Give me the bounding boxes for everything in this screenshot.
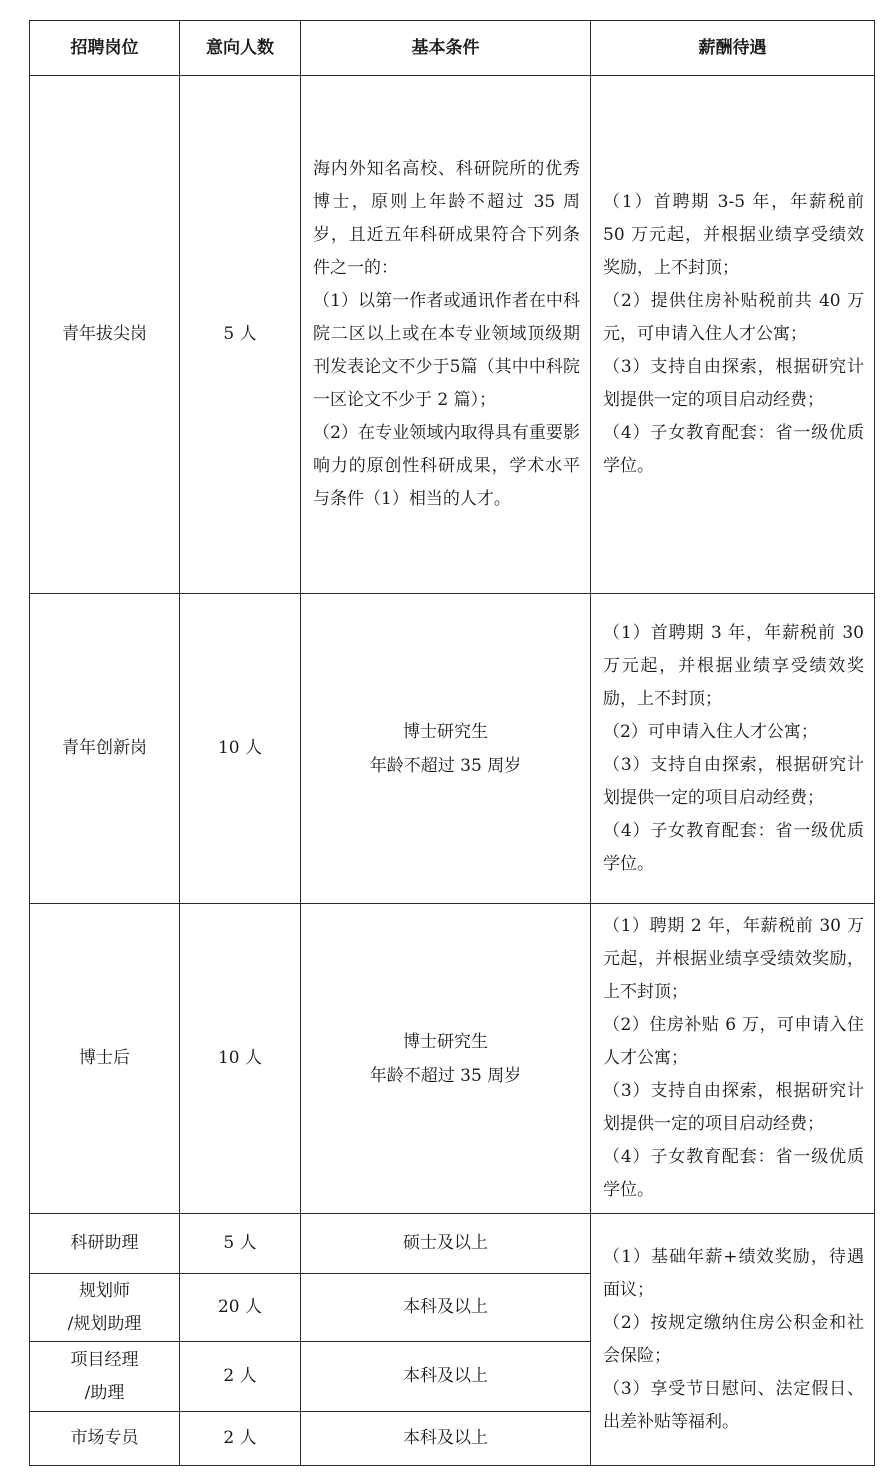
conditions-cell <box>301 904 591 1214</box>
position-cell <box>30 1274 180 1342</box>
salary-line: （3）支持自由探索，根据研究计划提供一定的项目启动经费； <box>603 357 864 410</box>
position-cell: 博士后 <box>30 904 180 1214</box>
table-row <box>30 904 875 1214</box>
conditions-cell: 本科及以上 <box>301 1342 591 1412</box>
salary-cell <box>591 76 875 594</box>
recruitment-table <box>29 20 875 1466</box>
header-count: 意向人数 <box>180 21 301 76</box>
salary-line: （2）住房补贴 6 万，可申请入住人才公寓； <box>603 1015 864 1068</box>
salary-line: （3）支持自由探索，根据研究计划提供一定的项目启动经费； <box>603 754 864 808</box>
position-cell <box>30 1342 180 1412</box>
salary-cell <box>591 594 875 904</box>
salary-line: （1）首聘期 3-5 年，年薪税前 50 万元起，并根据业绩享受绩效奖励，上不封顶； <box>603 192 864 278</box>
conditions-cell: 硕士及以上 <box>301 1214 591 1274</box>
condition-line: （1）以第一作者或通讯作者在中科院二区以上或在本专业领域顶级期刊发表论文不少于5篇（其中中科院一区论文不少于 2 篇）； <box>313 291 580 410</box>
salary-cell <box>591 904 875 1214</box>
salary-line: （1）首聘期 3 年，年薪税前 30 万元起，并根据业绩享受绩效奖励，上不封顶； <box>603 622 864 709</box>
salary-line: （2）按规定缴纳住房公积金和社会保险； <box>603 1312 864 1366</box>
salary-line: （4）子女教育配套：省一级优质学位。 <box>603 423 864 476</box>
position-line: 项目经理 <box>70 1349 139 1370</box>
condition-line: （2）在专业领域内取得具有重要影响力的原创性科研成果，学术水平与条件（1）相当的人才。 <box>313 423 580 509</box>
conditions-cell <box>301 76 591 594</box>
table-row <box>30 594 875 904</box>
position-line: 规划师 <box>79 1280 130 1301</box>
header-position: 招聘岗位 <box>30 21 180 76</box>
header-conditions: 基本条件 <box>301 21 591 76</box>
salary-line: （1）基础年薪+绩效奖励，待遇面议； <box>603 1246 864 1300</box>
table-row <box>30 76 875 594</box>
salary-line: （4）子女教育配套：省一级优质学位。 <box>603 820 864 874</box>
condition-line: 年龄不超过 35 周岁 <box>369 1065 522 1086</box>
count-cell: 2 人 <box>180 1342 301 1412</box>
salary-line: （2）可申请入住人才公寓； <box>603 721 818 742</box>
salary-line: （3）支持自由探索，根据研究计划提供一定的项目启动经费； <box>603 1081 864 1134</box>
count-cell: 20 人 <box>180 1274 301 1342</box>
position-cell: 科研助理 <box>30 1214 180 1274</box>
count-cell: 2 人 <box>180 1412 301 1466</box>
salary-line: （3）享受节日慰问、法定假日、出差补贴等福利。 <box>603 1378 864 1432</box>
shared-salary-cell <box>591 1214 875 1466</box>
condition-line: 年龄不超过 35 周岁 <box>369 755 522 776</box>
salary-line: （4）子女教育配套：省一级优质学位。 <box>603 1147 864 1200</box>
position-line: /规划助理 <box>67 1313 142 1334</box>
salary-line: （1）聘期 2 年，年薪税前 30 万元起，并根据业绩享受绩效奖励，上不封顶； <box>603 916 864 1002</box>
position-cell: 市场专员 <box>30 1412 180 1466</box>
conditions-cell: 本科及以上 <box>301 1412 591 1466</box>
count-cell: 5 人 <box>180 1214 301 1274</box>
condition-line: 海内外知名高校、科研院所的优秀博士，原则上年龄不超过 35 周岁，且近五年科研成果符合下列条件之一的： <box>313 159 580 278</box>
header-salary: 薪酬待遇 <box>591 21 875 76</box>
count-cell: 5 人 <box>180 76 301 594</box>
header-row <box>30 21 875 76</box>
conditions-cell <box>301 594 591 904</box>
table-row <box>30 1214 875 1274</box>
position-line: /助理 <box>84 1382 125 1403</box>
position-cell: 青年创新岗 <box>30 594 180 904</box>
condition-line: 博士研究生 <box>403 721 488 742</box>
condition-line: 博士研究生 <box>403 1031 488 1052</box>
count-cell: 10 人 <box>180 904 301 1214</box>
position-cell: 青年拔尖岗 <box>30 76 180 594</box>
count-cell: 10 人 <box>180 594 301 904</box>
conditions-cell: 本科及以上 <box>301 1274 591 1342</box>
salary-line: （2）提供住房补贴税前共 40 万元，可申请入住人才公寓； <box>603 291 864 344</box>
